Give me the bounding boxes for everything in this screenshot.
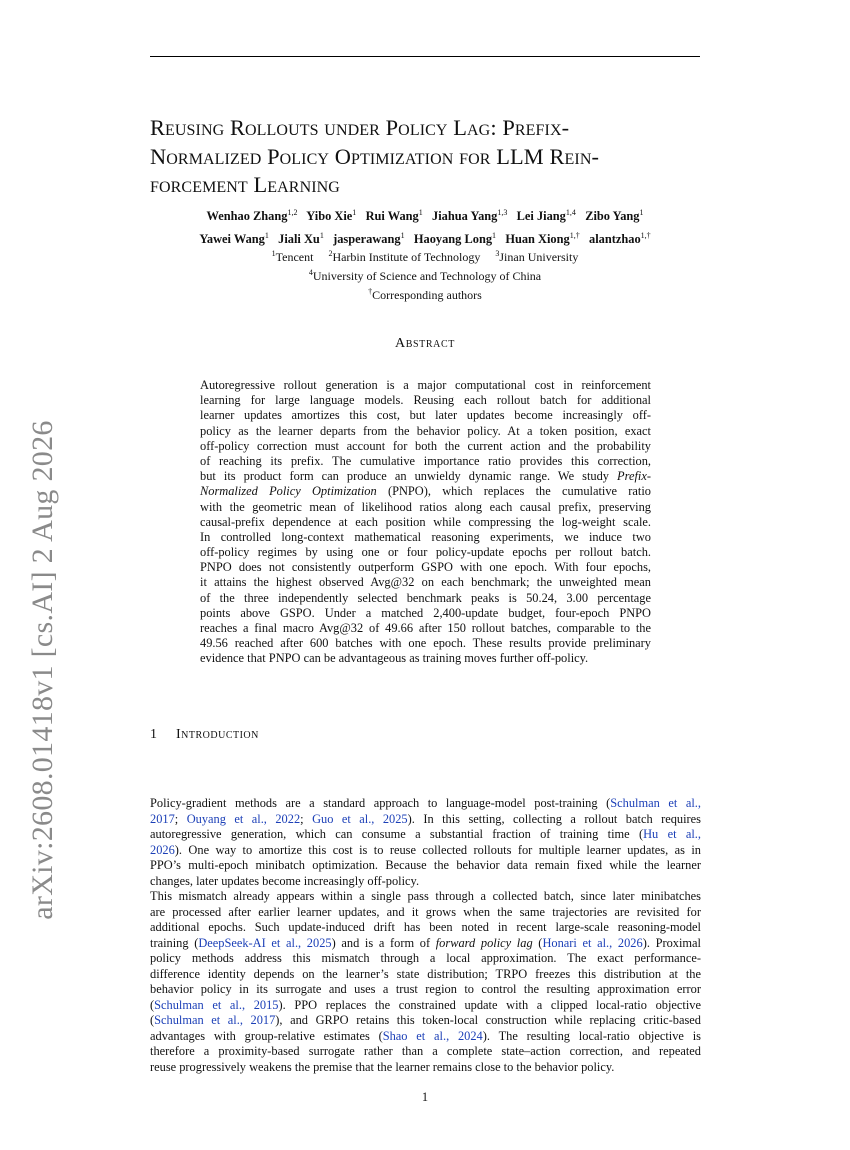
abstract-body (200, 378, 651, 667)
affiliation-name: University of Science and Technology of China (312, 269, 542, 283)
text-line: (Schulman et al., 2015). PPO replaces the constrained update with a clipped local-ratio objective (150, 997, 701, 1012)
emphasis-text: Prefix- (617, 469, 651, 484)
affiliation-name: Jinan University (499, 250, 579, 264)
author-name: Jiali Xu (278, 232, 320, 247)
author-affiliation-mark: 1,2 (287, 208, 298, 217)
citation-link[interactable]: Schulman et al., 2017 (154, 1013, 276, 1027)
title-line: Normalized Policy Optimization for LLM Rein- (150, 143, 600, 169)
author-affiliation-mark: 1 (418, 208, 423, 217)
text-line: it attains the highest observed Avg@32 on each benchmark; the unweighted mean (200, 575, 651, 590)
text-line: In controlled long-context mathematical reasoning experiments, we induce two (200, 529, 651, 544)
citation-link[interactable]: Schulman et al., (610, 796, 701, 810)
text-line: but its product form can produce an unwieldy dynamic range. We study Prefix- (200, 469, 651, 484)
text-line: 2026). One way to amortize this cost is to reuse collected rollouts for multiple learner updates, as in (150, 842, 701, 857)
author-line (150, 203, 700, 226)
affiliation-mark: 2 (328, 249, 333, 258)
affiliation-line (150, 265, 700, 284)
text-line: off-policy regimes by using one or four policy-update epochs per rollout batch. (200, 545, 651, 560)
author-name: Rui Wang (365, 209, 419, 224)
text-line: are processed after earlier learner updates, and it grows when the same trajectories are revisited for (150, 904, 701, 919)
affiliation-name: Harbin Institute of Technology (332, 250, 481, 264)
top-rule (150, 56, 700, 57)
author-affiliation-mark: 1,† (640, 231, 651, 241)
text-line: policy methods address this mismatch through a local approximation. The exact performance- (150, 951, 701, 965)
text-line: behavior policy in its surrogate and uses a trust region to control the resulting approximation error (150, 982, 701, 996)
text-line: changes, later updates become increasingly off-policy. (150, 873, 420, 888)
citation-link[interactable]: DeepSeek-AI et al., 2025 (198, 935, 332, 950)
arxiv-stamp-text: arXiv:2608.01418v1 [cs.AI] 2 Aug 2026 (26, 420, 59, 920)
author-name: Haoyang Long (413, 232, 493, 247)
author-name: jasperawang (333, 232, 401, 247)
author-name: Wenhao Zhang (206, 209, 288, 224)
author-affiliation-mark: 1 (352, 208, 357, 217)
text-line: Normalized Policy Optimization (PNPO), which replaces the cumulative ratio (200, 484, 652, 499)
text-line: 2017; Ouyang et al., 2022; Guo et al., 2025). In this setting, collecting a rollout batch requires (150, 811, 702, 826)
text-line: PPO’s multi-epoch minibatch optimization. Because the behavior data remain fixed while the learner (150, 858, 701, 872)
author-affiliation-mark: 1 (639, 208, 644, 217)
affiliation-line (150, 284, 700, 303)
section-number: 1 (150, 727, 157, 742)
text-line: Autoregressive rollout generation is a major computational cost in reinforcement (200, 378, 651, 392)
text-line: training (DeepSeek-AI et al., 2025) and is a form of forward policy lag (Honari et al., 2026). Proximal (150, 935, 701, 950)
author-affiliation-mark: 1 (319, 231, 324, 241)
citation-link[interactable]: Hu et al., (643, 827, 701, 841)
citation-link[interactable]: Schulman et al., 2015 (154, 997, 279, 1012)
affiliation-name: Corresponding authors (372, 288, 482, 302)
intro-paragraph (150, 796, 701, 889)
affiliations (150, 246, 700, 303)
text-line: difference identity depends on the learner’s state distribution; TRPO freezes this distribution at the (150, 966, 701, 981)
text-line: This mismatch already appears within a single pass through a collected batch, since later minibatches (150, 889, 701, 903)
section-heading (150, 727, 259, 743)
text-line: with the geometric mean of likelihood ratios along each causal prefix, preserving (200, 499, 651, 514)
citation-link[interactable]: 2026 (150, 842, 175, 857)
author-affiliation-mark: 1 (400, 231, 405, 241)
text-line: of reaching its prefix. The cumulative importance ratio provides this correction, (200, 453, 651, 468)
text-line: (Schulman et al., 2017), and GRPO retains this token-local construction while replacing critic-based (150, 1013, 701, 1027)
author-affiliation-mark: 1 (264, 231, 269, 241)
text-line: autoregressive generation, which can consume a substantial fraction of training time (Hu et al., (150, 827, 701, 841)
text-line: off-policy correction must account for both the current action and the probability (200, 438, 651, 453)
text-line: of the three independently selected benchmark peaks is 50.24, 3.00 percentage (200, 590, 651, 605)
text-line: advantages with group-relative estimates (Shao et al., 2024). The resulting local-ratio objective is (150, 1028, 701, 1043)
citation-link[interactable]: Guo et al., 2025 (312, 811, 408, 826)
text-line: additional epochs. Such update-induced drift has been noted in recent large-scale reasoning-model (150, 920, 701, 934)
author-affiliation-mark: 1,† (569, 231, 580, 241)
author-name: Zibo Yang (585, 209, 640, 224)
text-line: therefore a proximity-based surrogate rather than a complete state–action correction, and repeated (150, 1044, 701, 1058)
emphasis-text: Normalized Policy Optimization (200, 484, 377, 499)
author-name: Yibo Xie (306, 209, 353, 224)
text-line: points above GSPO. Under a matched 2,400-update budget, four-epoch PNPO (200, 605, 651, 620)
author-list (150, 203, 700, 249)
abstract-heading: Abstract (395, 336, 455, 351)
title-line: Reusing Rollouts under Policy Lag: Prefix- (150, 115, 570, 140)
text-line: reaches a final macro Avg@32 of 49.66 after 150 rollout batches, comparable to the (200, 621, 651, 635)
text-line: policy as the learner departs from the behavior policy. At a token position, exact (200, 423, 651, 438)
intro-paragraph (150, 889, 701, 1075)
affiliation-mark: 4 (308, 268, 313, 277)
text-line: 49.56 reached after 600 batches with one epoch. These results provide preliminary (200, 636, 651, 651)
text-line: learning for large language models. Reusing each rollout batch for additional (200, 393, 651, 408)
page-number: 1 (421, 1090, 429, 1104)
author-name: Jiahua Yang (432, 209, 498, 224)
author-affiliation-mark: 1 (492, 231, 497, 241)
emphasis-text: forward policy lag (435, 935, 533, 950)
citation-link[interactable]: Ouyang et al., 2022 (186, 811, 301, 826)
title-line: forcement Learning (150, 172, 340, 197)
text-line: PNPO does not consistently outperform GSPO with one epoch. With four epochs, (200, 560, 651, 575)
section-title: Introduction (176, 727, 259, 742)
text-line: reuse progressively weakens the premise that the learner remains close to the behavior policy. (150, 1059, 615, 1074)
author-name: Huan Xiong (505, 232, 570, 247)
author-name: Yawei Wang (199, 232, 265, 247)
affiliation-line (150, 246, 700, 265)
affiliation-name: Tencent (275, 250, 314, 264)
text-line: evidence that PNPO can be advantageous as training moves further off-policy. (200, 651, 589, 666)
affiliation-mark: † (368, 287, 373, 296)
text-line: learner updates amortizes this cost, but later updates become increasingly off- (200, 408, 651, 423)
affiliation-mark: 1 (271, 249, 276, 258)
paper-title (150, 114, 710, 200)
affiliation-mark: 3 (495, 249, 500, 258)
author-affiliation-mark: 1,3 (497, 208, 508, 217)
author-name: Lei Jiang (516, 209, 566, 224)
citation-link[interactable]: 2017 (150, 811, 175, 826)
citation-link[interactable]: Shao et al., 2024 (382, 1028, 483, 1043)
author-name: alantzhao (589, 232, 641, 247)
author-affiliation-mark: 1,4 (565, 208, 576, 217)
citation-link[interactable]: Honari et al., 2026 (542, 935, 643, 950)
text-line: Policy-gradient methods are a standard approach to language-model post-training (Schulman et al., (150, 796, 701, 810)
text-line: causal-prefix dependence at each position while compressing the log-weight scale. (200, 514, 651, 529)
